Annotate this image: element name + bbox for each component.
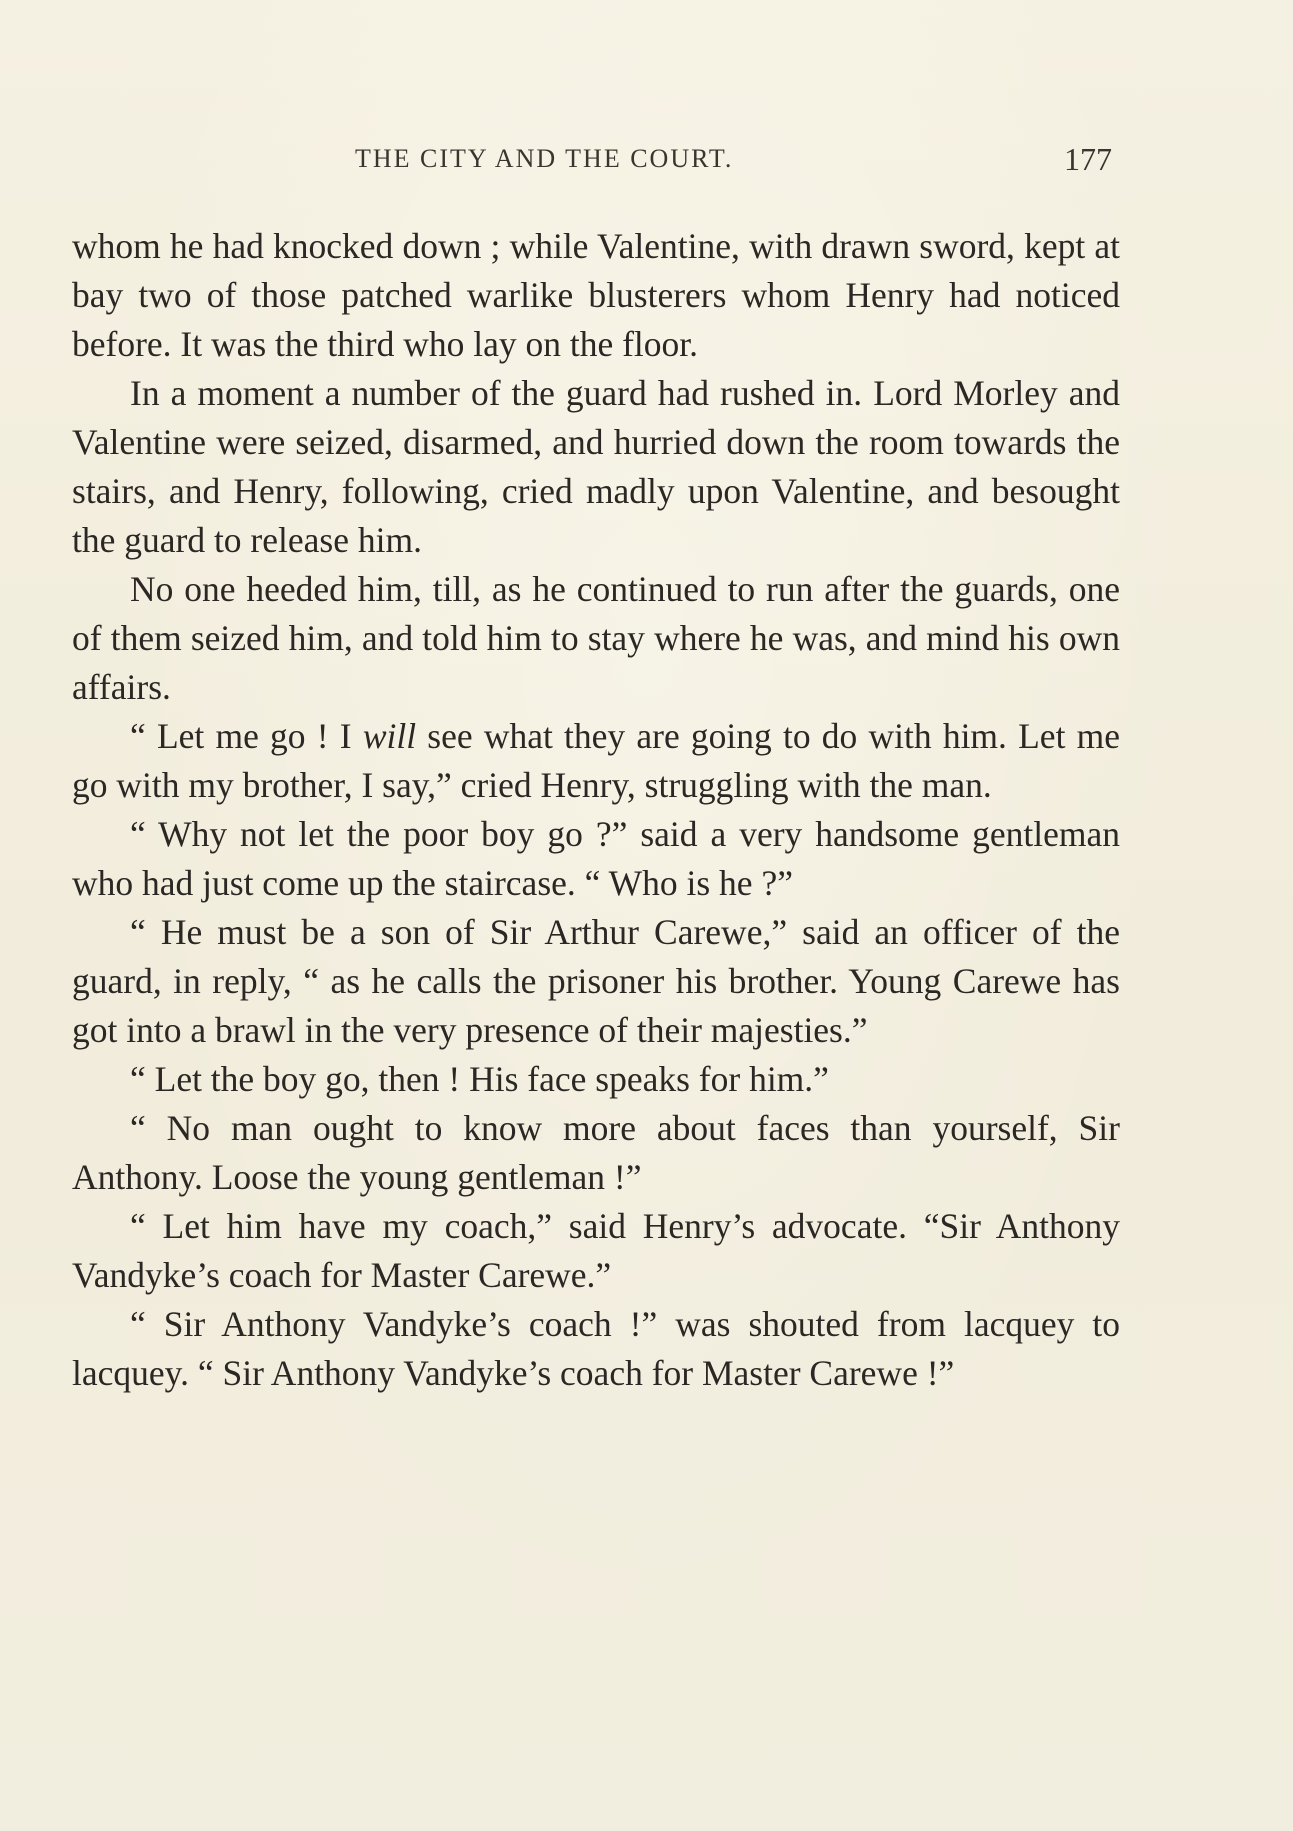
paragraph-10: “ Sir Anthony Vandyke’s coach !” was shouted from lacquey to lacquey. “ Sir Anthony Vandyke’s coach for Master Carewe !” xyxy=(72,1304,1120,1393)
paragraph-6: “ He must be a son of Sir Arthur Carewe,” said an officer of the guard, in reply, “ as he calls the prisoner his brother. Young Carewe has got into a brawl in the very presence of their majesties.” xyxy=(72,912,1120,1050)
running-head xyxy=(0,141,1293,184)
paragraph-2: In a moment a number of the guard had rushed in. Lord Morley and Valentine were seized, disarmed, and hurried down the room towards the stairs, and Henry, following, cried madly upon Valentine, and besought the guard to release him. xyxy=(72,373,1120,560)
paragraph-3: No one heeded him, till, as he continued to run after the guards, one of them seized him, and told him to stay where he was, and mind his own affairs. xyxy=(72,569,1120,707)
paragraph-8: “ No man ought to know more about faces than yourself, Sir Anthony. Loose the young gentleman !” xyxy=(72,1108,1120,1197)
running-head-title: THE CITY AND THE COURT. xyxy=(355,144,734,173)
paragraph-1: whom he had knocked down ; while Valentine, with drawn sword, kept at bay two of those patched warlike blusterers whom Henry had noticed before. It was the third who lay on the floor. xyxy=(72,226,1120,364)
paragraph-4-before: “ Let me go ! I xyxy=(130,716,363,756)
paragraph-4-emphasis: will xyxy=(362,716,417,756)
paragraph-4 xyxy=(72,712,1120,810)
page-number: 177 xyxy=(1064,141,1112,177)
paragraph-7: “ Let the boy go, then ! His face speaks for him.” xyxy=(130,1059,829,1099)
paragraph-5: “ Why not let the poor boy go ?” said a very handsome gentleman who had just come up the staircase. “ Who is he ?” xyxy=(72,814,1120,903)
paragraph-9: “ Let him have my coach,” said Henry’s advocate. “Sir Anthony Vandyke’s coach for Master Carewe.” xyxy=(72,1206,1120,1295)
paragraph-4-after: see what they are going to do with him. Let me go with my brother, I say,” cried Henry, struggling with the man. xyxy=(72,716,1121,805)
body-text xyxy=(72,222,1120,1398)
